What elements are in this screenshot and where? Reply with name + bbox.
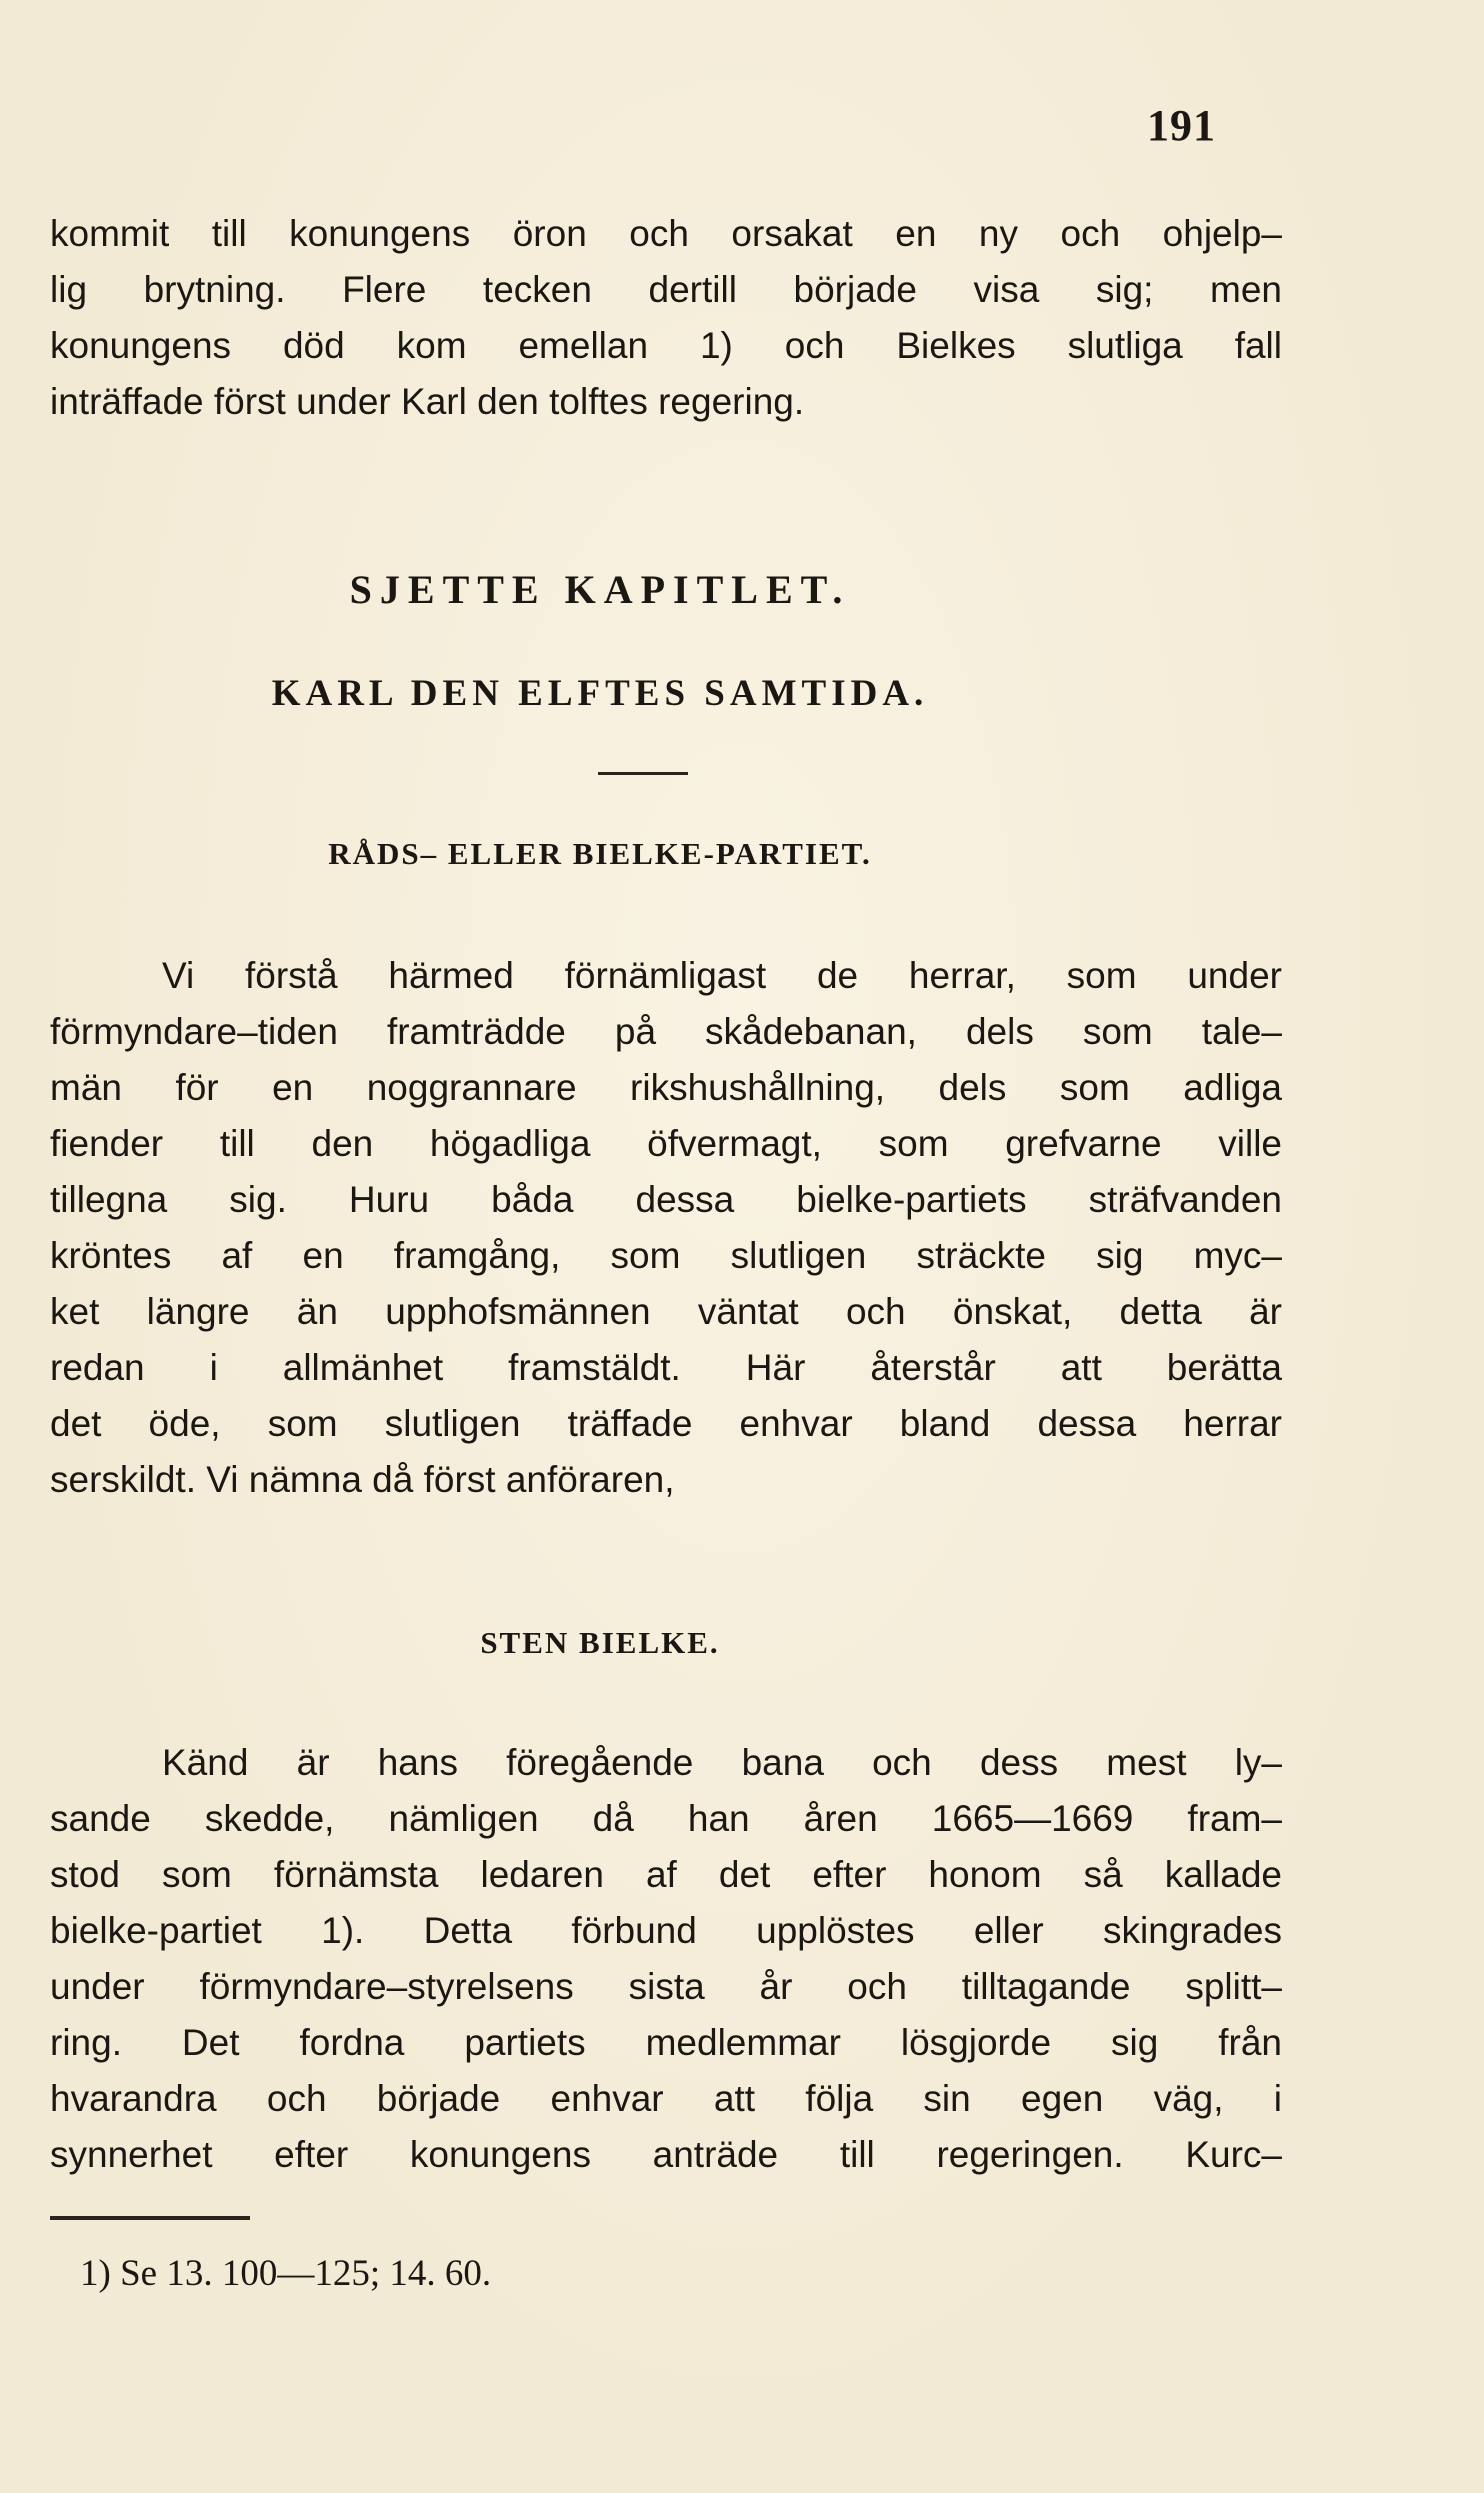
section-title-1: RÅDS– ELLER BIELKE-PARTIET. <box>328 836 872 871</box>
divider-rule <box>598 772 688 775</box>
text-line: kröntes af en framgång, som slutligen sträckte sig myc– <box>50 1235 1282 1276</box>
text-line: förmyndare–tiden framträdde på skådebanan, dels som tale– <box>50 1011 1282 1052</box>
text-line: kommit till konungens öron och orsakat en ny och ohjelp– <box>50 213 1282 254</box>
text-line: män för en noggrannare rikshushållning, dels som adliga <box>50 1067 1282 1108</box>
footnote-rule <box>50 2216 250 2220</box>
text-line: Vi förstå härmed förnämligast de herrar, som under <box>162 955 1282 996</box>
text-line: bielke-partiet 1). Detta förbund upplöstes eller skingrades <box>50 1910 1282 1951</box>
text-line: konungens död kom emellan 1) och Bielkes slutliga fall <box>50 325 1282 366</box>
text-line: stod som förnämsta ledaren af det efter honom så kallade <box>50 1854 1282 1895</box>
text-line: synnerhet efter konungens anträde till regeringen. Kurc– <box>50 2134 1282 2175</box>
chapter-title: SJETTE KAPITLET. <box>349 567 851 612</box>
text-line: Känd är hans föregående bana och dess mest ly– <box>162 1742 1282 1783</box>
text-line: ring. Det fordna partiets medlemmar lösgjorde sig från <box>50 2022 1282 2063</box>
text-line: fiender till den högadliga öfvermagt, som grefvarne ville <box>50 1123 1282 1164</box>
paragraph-3 <box>50 1735 1282 2183</box>
text-line: redan i allmänhet framstäldt. Här återstår att berätta <box>50 1347 1282 1388</box>
chapter-subtitle: KARL DEN ELFTES SAMTIDA. <box>271 673 929 714</box>
text-line: under förmyndare–styrelsens sista år och tilltagande splitt– <box>50 1966 1282 2007</box>
text-line: tillegna sig. Huru båda dessa bielke-partiets sträfvanden <box>50 1179 1282 1220</box>
section-title-2: STEN BIELKE. <box>480 1625 720 1660</box>
footnote: 1) Se 13. 100—125; 14. 60. <box>80 2253 492 2294</box>
text-line: det öde, som slutligen träffade enhvar bland dessa herrar <box>50 1403 1282 1444</box>
page-number: 191 <box>1147 101 1216 150</box>
text-line: serskildt. Vi nämna då först anföraren, <box>50 1459 675 1500</box>
text-line: inträffade först under Karl den tolftes regering. <box>50 381 805 422</box>
text-line: lig brytning. Flere tecken dertill började visa sig; men <box>50 269 1282 310</box>
text-line: hvarandra och började enhvar att följa sin egen väg, i <box>50 2078 1282 2119</box>
text-line: ket längre än upphofsmännen väntat och önskat, detta är <box>50 1291 1282 1332</box>
text-line: sande skedde, nämligen då han åren 1665—1669 fram– <box>50 1798 1282 1839</box>
paragraph-2 <box>50 948 1282 1508</box>
paragraph-1 <box>50 206 1282 430</box>
